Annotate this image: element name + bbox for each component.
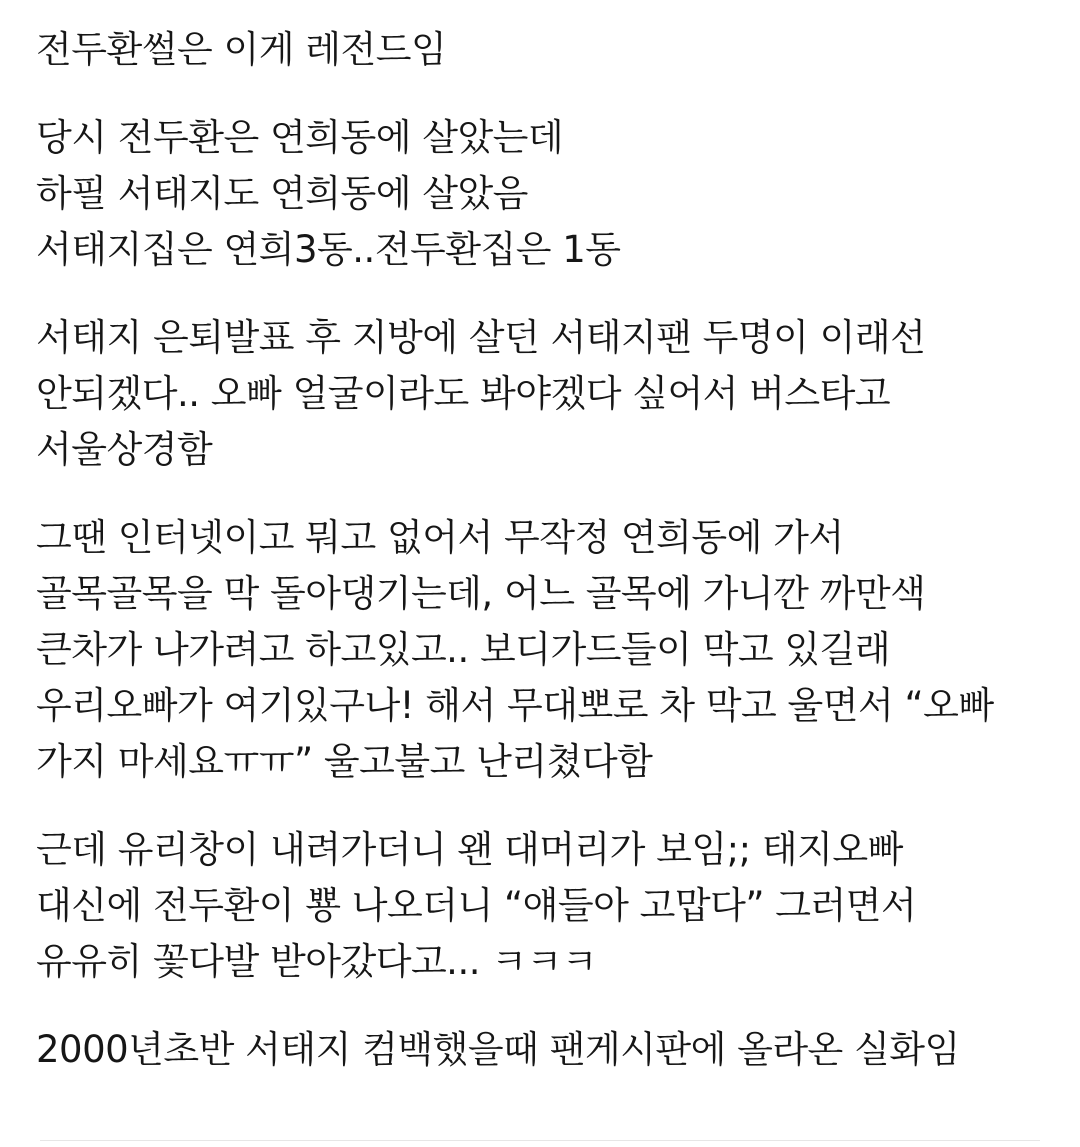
text-line: 2000년초반 서태지 컴백했을때 팬게시판에 올라온 실화임 — [36, 1028, 960, 1071]
post-paragraph-1 — [36, 22, 1056, 78]
text-line: 당시 전두환은 연희동에 살았는데 — [36, 116, 564, 159]
post-body — [36, 22, 1056, 1110]
post-paragraph-5 — [36, 822, 1056, 990]
text-line: 대신에 전두환이 뿅 나오더니 “얘들아 고맙다” 그러면서 — [36, 884, 917, 927]
post-paragraph-6 — [36, 1022, 1056, 1078]
post-paragraph-3 — [36, 310, 1056, 478]
text-line: 유유히 꽃다발 받아갔다고... ㅋㅋㅋ — [36, 940, 597, 983]
text-line: 서태지집은 연희3동..전두환집은 1동 — [36, 228, 621, 271]
text-line: 우리오빠가 여기있구나! 해서 무대뽀로 차 막고 울면서 “오빠 — [36, 684, 994, 727]
post-paragraph-4 — [36, 510, 1056, 790]
text-line: 하필 서태지도 연희동에 살았음 — [36, 172, 528, 215]
text-line: 가지 마세요ㅠㅠ” 울고불고 난리쳤다함 — [36, 740, 653, 783]
text-line: 그땐 인터넷이고 뭐고 없어서 무작정 연희동에 가서 — [36, 516, 844, 559]
text-line: 서태지 은퇴발표 후 지방에 살던 서태지팬 두명이 이래선 — [36, 316, 926, 359]
divider — [40, 1140, 1040, 1141]
text-line: 큰차가 나가려고 하고있고.. 보디가드들이 막고 있길래 — [36, 628, 891, 671]
post-title-line: 전두환썰은 이게 레전드임 — [36, 28, 447, 71]
text-line: 서울상경함 — [36, 428, 213, 471]
post-paragraph-2 — [36, 110, 1056, 278]
text-line: 안되겠다.. 오빠 얼굴이라도 봐야겠다 싶어서 버스타고 — [36, 372, 891, 415]
text-line: 골목골목을 막 돌아댕기는데, 어느 골목에 가니깐 까만색 — [36, 572, 926, 615]
text-line: 근데 유리창이 내려가더니 왠 대머리가 보임;; 태지오빠 — [36, 828, 903, 871]
